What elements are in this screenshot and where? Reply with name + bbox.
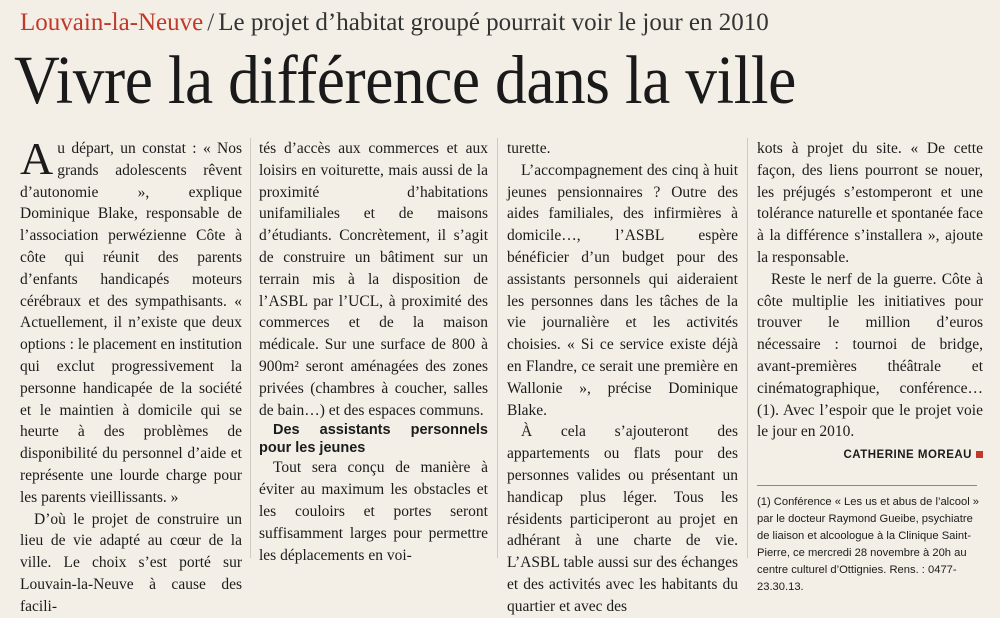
end-mark-icon	[976, 451, 983, 458]
section-subhead: Des assistants personnels pour les jeunes	[259, 422, 488, 457]
article-column-4	[757, 138, 983, 596]
drop-cap: A	[20, 133, 54, 184]
footnote: (1) Conférence « Les us et abus de l’alcool » par le docteur Raymond Gueibe, psychiatre de liaison et alcoologue à la Clinique Saint-Pierre, ce mercredi 28 novembre à 20h au centre culturel d’Ottignies. Rens. : 0477-23.30.13.	[757, 495, 980, 593]
column-divider	[250, 138, 251, 558]
col3-paragraph-1: L’accompagnement des cinq à huit jeunes pensionnaires ? Outre des aides familiales, des infirmières à domicile…, l’ASBL espère bénéficier d’un budget pour des assistants personnels qui aideraient les personnes dans les tâches de la vie journalière et les activités choisies. « Si ce service existe déjà en Flandre, ce serait une première en Wallonie », précise Dominique Blake.	[507, 161, 738, 419]
article-column-3	[507, 138, 738, 618]
article-column-1	[20, 133, 242, 618]
col1-paragraph-2: D’où le projet de construire un lieu de vie adapté au cœur de la ville. Le choix s’est porté sur Louvain-la-Neuve à cause des facili-	[20, 510, 242, 615]
paragraph	[20, 133, 242, 509]
column-divider	[747, 138, 748, 558]
footnote-divider	[757, 485, 977, 486]
kicker-topic: Le projet d’habitat groupé pourrait voir le jour en 2010	[218, 9, 769, 36]
col2-paragraph-2: Tout sera conçu de manière à éviter au maximum les obstacles et les couloirs et portes seront suffisamment larges pour permettre les déplacements en voi-	[259, 459, 488, 564]
article-column-2	[259, 138, 488, 566]
col3-paragraph-2: À cela s’ajouteront des appartements ou flats pour des personnes valides ou présentant un handicap plus léger. Tous les résidents participeront au projet en adhérant à une charte de vie. L’ASBL table aussi sur des échanges et des activités avec les habitants du quartier et avec des	[507, 423, 738, 615]
col4-paragraph-1: kots à projet du site. « De cette façon, des liens pourront se nouer, les préjugés s’estomperont et une tolérance naturelle et spontanée face à la différence s’installera », ajoute la responsable.	[757, 140, 983, 266]
kicker-separator: /	[207, 9, 215, 36]
col1-paragraph-1: u départ, un constat : « Nos grands adolescents rêvent d’autonomie », explique Dominique Blake, responsable de l’association perwézienne Côte à côte qui réunit des parents d’enfants handicapés moteurs cérébraux et des sympathisants. « Actuellement, il n’existe que deux options : le placement en institution qui exclut progressivement la personne handicapée de la société et le maintien à domicile qui se heurte à des problèmes de disponibilité du personnel d’aide et représente une lourde charge pour les parents vieillissants. »	[20, 140, 242, 506]
column-divider	[497, 138, 498, 558]
kicker-location: Louvain-la-Neuve	[20, 9, 204, 36]
kicker	[20, 8, 980, 38]
author-name: CATHERINE MOREAU	[843, 449, 972, 462]
headline: Vivre la différence dans la ville	[14, 42, 796, 118]
author-byline	[757, 445, 983, 467]
col3-paragraph-0: turette.	[507, 140, 551, 157]
col2-paragraph-1: tés d’accès aux commerces et aux loisirs en voiturette, mais aussi de la proximité d’habitations unifamiliales et de maisons d’étudiants. Concrètement, il s’agit de construire un bâtiment sur un terrain mis à la disposition de l’ASBL par l’UCL, à proximité des commerces et de la maison médicale. Sur une surface de 800 à 900m² seront aménagées des zones privées (chambres à coucher, salles de bain…) et des espaces communs.	[259, 140, 488, 419]
col4-paragraph-2: Reste le nerf de la guerre. Côte à côte multiplie les initiatives pour trouver le million d’euros nécessaire : tournoi de bridge, avant-premières théâtrale et cinématographique, conférence… (1). Avec l’espoir que le projet voie le jour en 2010.	[757, 270, 983, 441]
